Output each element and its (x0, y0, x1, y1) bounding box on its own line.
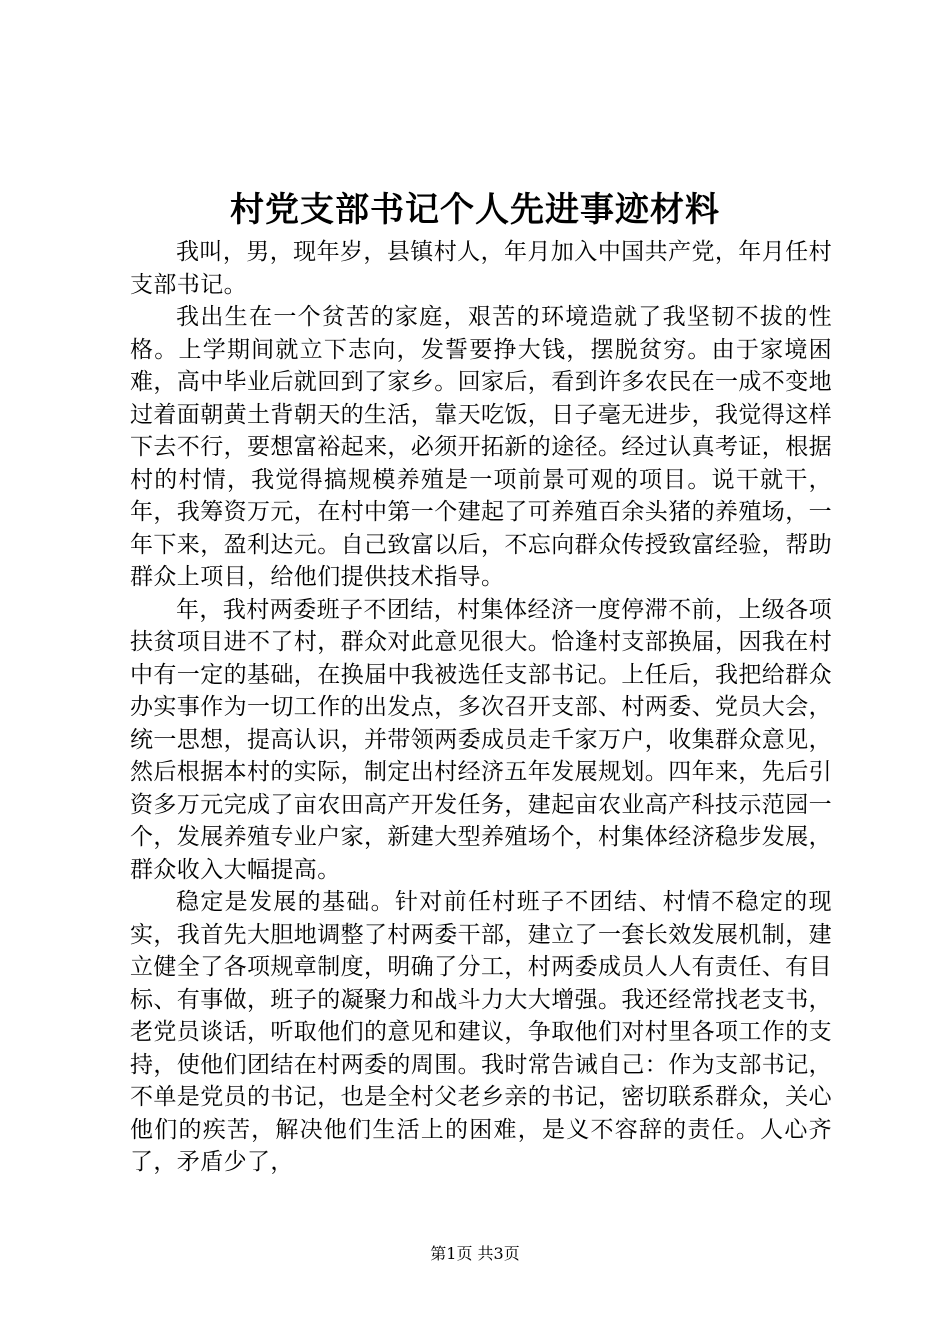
paragraph: 我出生在一个贫苦的家庭，艰苦的环境造就了我坚韧不拔的性格。上学期间就立下志向，发誓要挣大钱，摆脱贫穷。由于家境困难，高中毕业后就回到了家乡。回家后，看到许多农民在一成不变地过着面朝黄土背朝天的生活，靠天吃饭，日子毫无进步，我觉得这样下去不行，要想富裕起来，必须开拓新的途径。经过认真考证，根据村的村情，我觉得搞规模养殖是一项前景可观的项目。说干就干，年，我筹资万元，在村中第一个建起了可养殖百余头猪的养殖场，一年下来，盈利达元。自己致富以后，不忘向群众传授致富经验，帮助群众上项目，给他们提供技术指导。 (130, 304, 832, 590)
document-title: 村党支部书记个人先进事迹材料 (230, 190, 720, 230)
document-body (130, 236, 832, 1179)
paragraph: 我叫，男，现年岁，县镇村人，年月加入中国共产党，年月任村支部书记。 (130, 239, 832, 298)
paragraph: 稳定是发展的基础。针对前任村班子不团结、村情不稳定的现实，我首先大胆地调整了村两委干部，建立了一套长效发展机制，建立健全了各项规章制度，明确了分工，村两委成员人人有责任、有目标、有事做，班子的凝聚力和战斗力大大增强。我还经常找老支书，老党员谈话，听取他们的意见和建议，争取他们对村里各项工作的支持，使他们团结在村两委的周围。我时常告诫自己：作为支部书记，不单是党员的书记，也是全村父老乡亲的书记，密切联系群众，关心他们的疾苦，解决他们生活上的困难，是义不容辞的责任。人心齐了，矛盾少了， (130, 889, 832, 1175)
page-footer: 第1页 共3页 (430, 1244, 520, 1263)
paragraph: 年，我村两委班子不团结，村集体经济一度停滞不前，上级各项扶贫项目进不了村，群众对此意见很大。恰逢村支部换届，因我在村中有一定的基础，在换届中我被选任支部书记。上任后，我把给群众办实事作为一切工作的出发点，多次召开支部、村两委、党员大会，统一思想，提高认识，并带领两委成员走千家万户，收集群众意见，然后根据本村的实际，制定出村经济五年发展规划。四年来，先后引资多万元完成了亩农田高产开发任务，建起亩农业高产科技示范园一个，发展养殖专业户家，新建大型养殖场个，村集体经济稳步发展，群众收入大幅提高。 (130, 596, 832, 883)
